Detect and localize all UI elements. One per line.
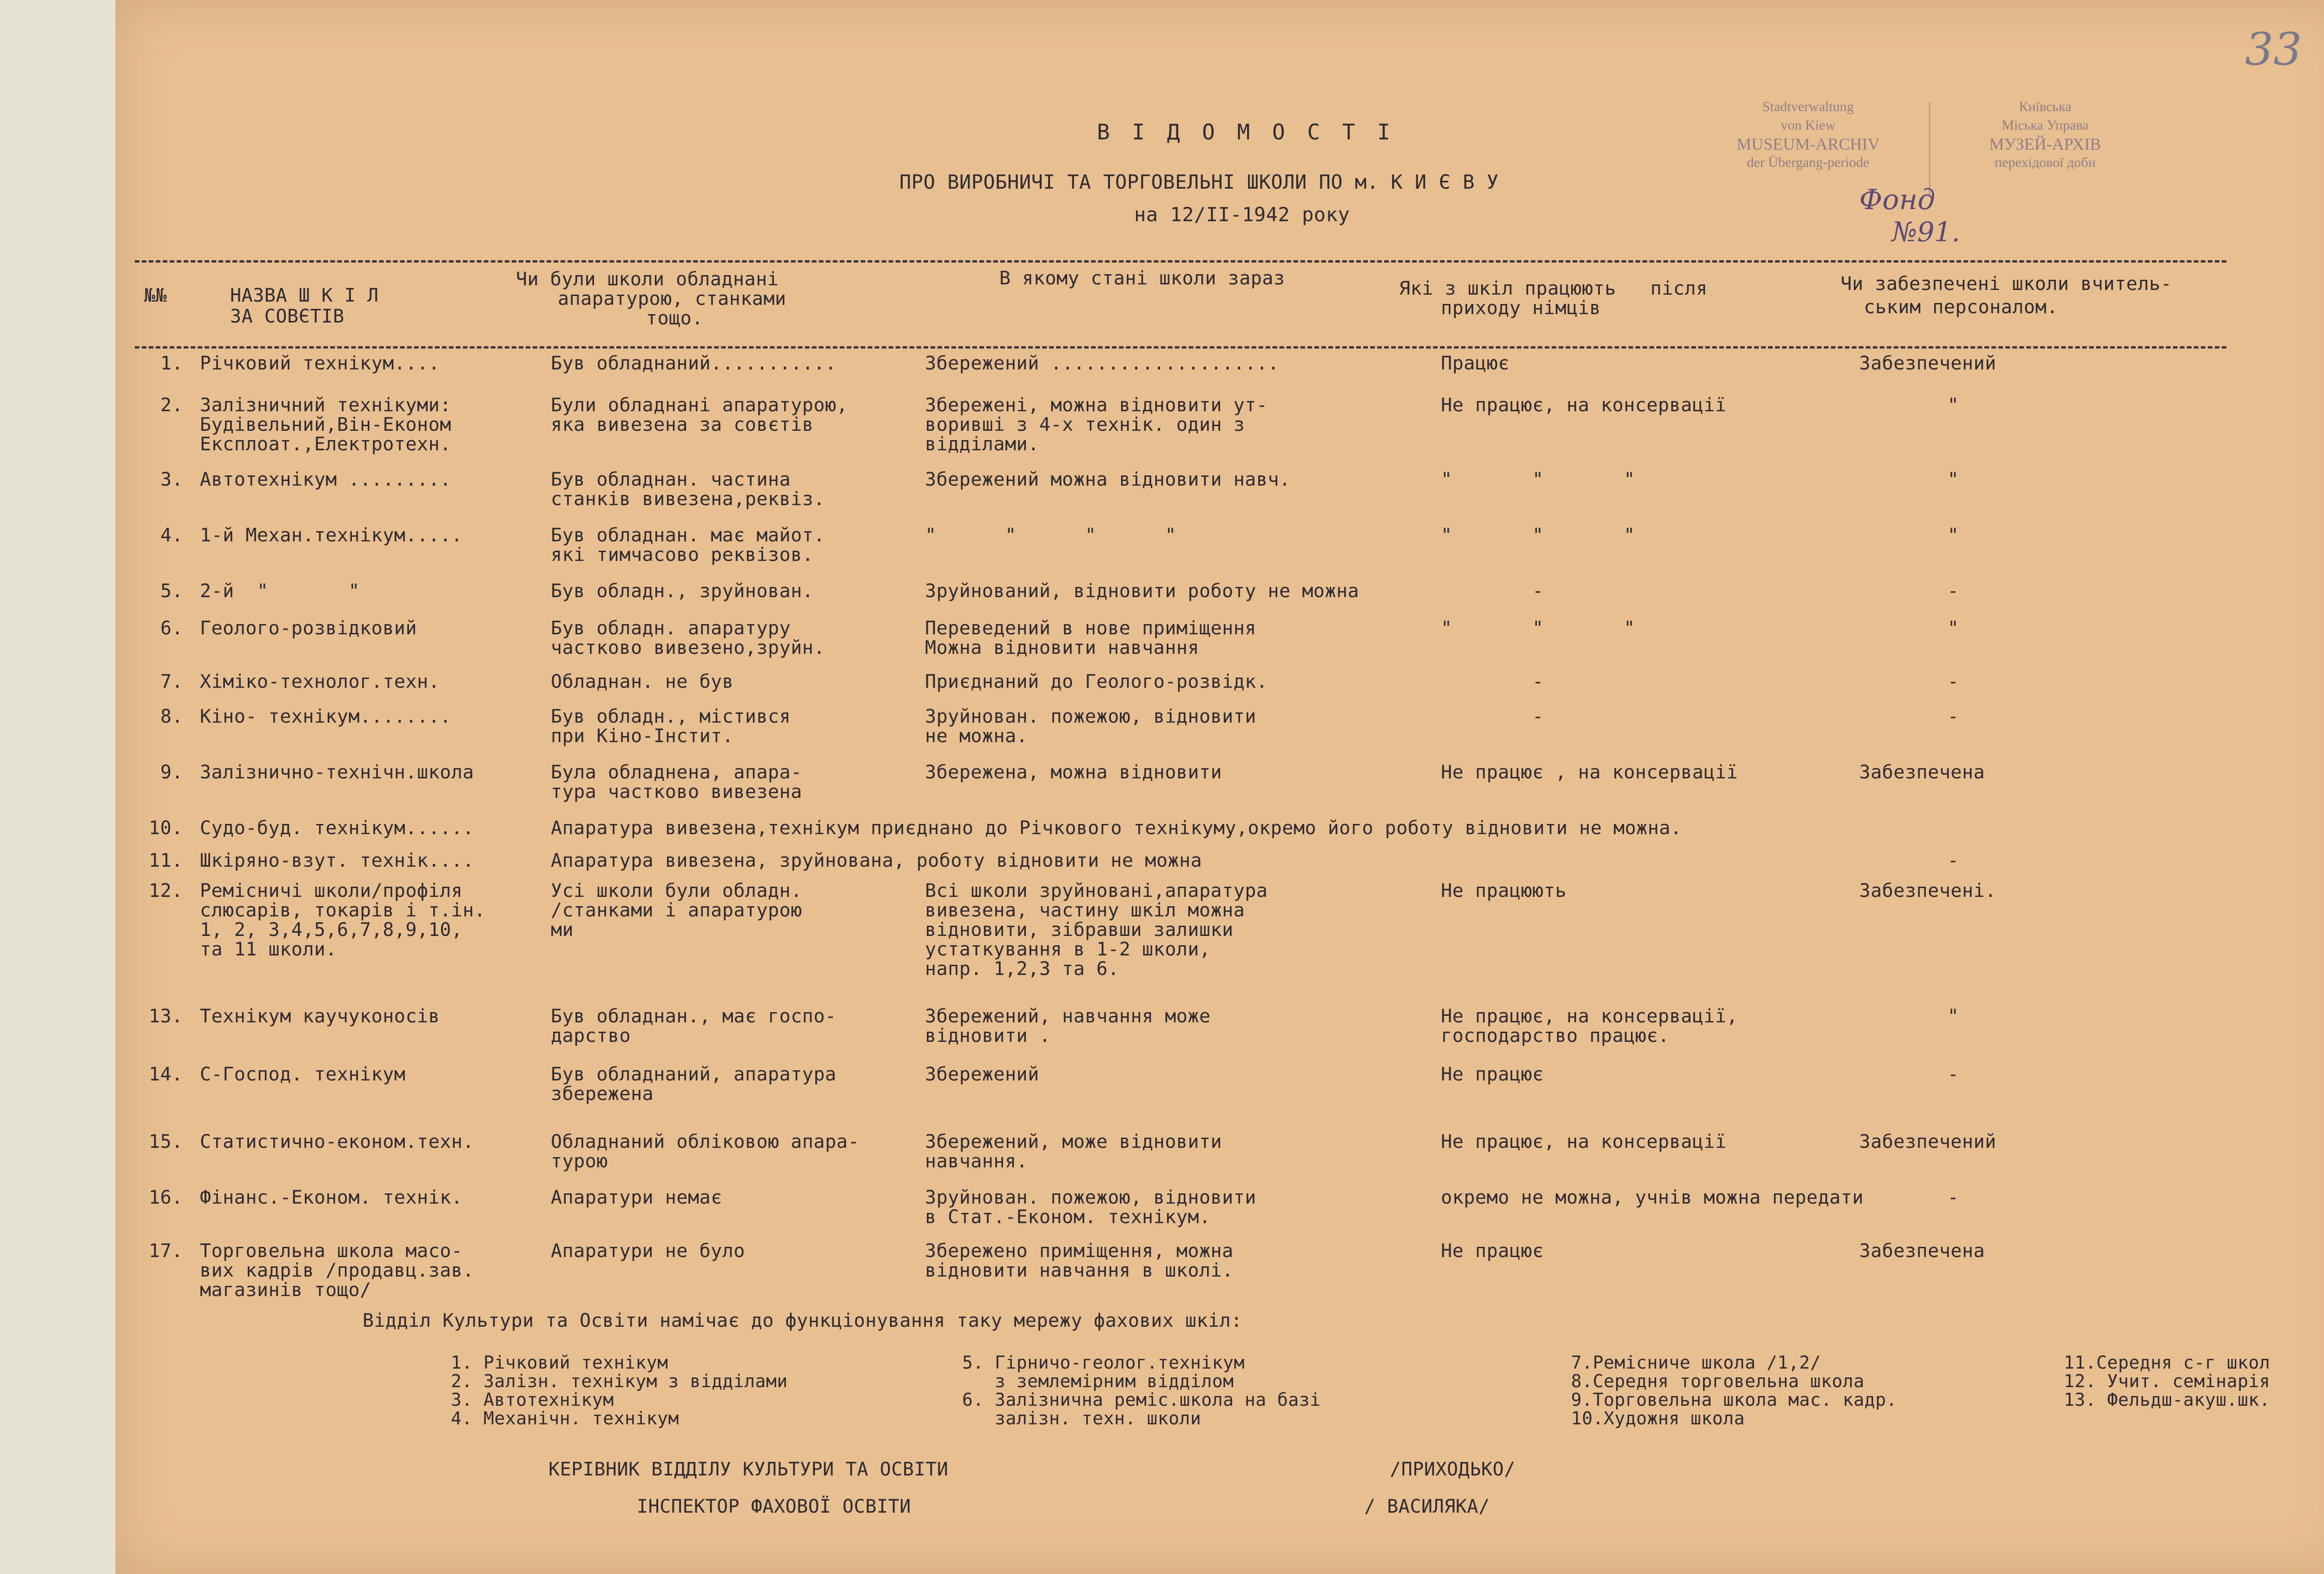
- plan-item: 12. Учит. семінарія: [2064, 1371, 2271, 1391]
- cell-equipped: Був обладн. апаратуру: [551, 618, 791, 639]
- cell-state: відновити навчання в школі.: [925, 1260, 1234, 1281]
- cell-name: Залізнично-технічн.школа: [200, 762, 474, 783]
- cell-state: Приєднаний до Геолого-розвідк.: [925, 671, 1268, 692]
- cell-state: устаткування в 1-2 школи,: [925, 939, 1211, 960]
- cell-state: відновити, зібравши залишки: [925, 919, 1234, 941]
- cell-working: " " ": [1441, 525, 1635, 546]
- cell-name: Будівельний,Він-Економ: [200, 414, 451, 435]
- cell-state: Збережено приміщення, можна: [925, 1240, 1234, 1262]
- cell-equipped: дарство: [551, 1025, 631, 1047]
- cell-name: вих кадрів /продавц.зав.: [200, 1260, 474, 1281]
- cell-wide-remark: Апаратура вивезена, зруйнована, роботу відновити не можна: [551, 850, 1202, 871]
- cell-working: Не працює, на консервації: [1441, 395, 1727, 416]
- cell-staff: ": [1948, 525, 1959, 546]
- row-number: 3.: [160, 469, 184, 490]
- cell-name: та 11 школи.: [200, 939, 337, 960]
- plan-item: залізн. техн. школи: [962, 1408, 1202, 1429]
- cell-name: Технікум каучуконосів: [200, 1006, 440, 1027]
- cell-staff: Забезпечена: [1859, 1240, 1985, 1262]
- cell-staff: -: [1948, 706, 1959, 727]
- cell-equipped: ми: [551, 919, 574, 941]
- cell-staff: -: [1948, 671, 1959, 692]
- cell-equipped: які тимчасово реквізов.: [551, 544, 814, 566]
- cell-state: воривші з 4-х технік. один з: [925, 414, 1245, 435]
- cell-equipped: Усі школи були обладн.: [551, 880, 802, 902]
- cell-staff: -: [1948, 580, 1959, 602]
- cell-working: Не працює, на консервації: [1441, 1131, 1727, 1153]
- cell-staff: -: [1948, 850, 1959, 871]
- cell-equipped: при Кіно-Інстит.: [551, 725, 734, 747]
- cell-staff: Забезпечений: [1859, 1131, 1996, 1153]
- document-title: В І Д О М О С Т І: [1097, 119, 1395, 145]
- cell-name: Шкіряно-взут. технік....: [200, 850, 474, 871]
- cell-working: -: [1441, 671, 1544, 692]
- cell-state: Збережений, може відновити: [925, 1131, 1222, 1153]
- col-header-working-1: Які з шкіл працюють після: [1399, 278, 1708, 299]
- cell-state: Збережений, навчання може: [925, 1006, 1211, 1027]
- cell-name: С-Господ. технікум: [200, 1064, 406, 1085]
- cell-equipped: Був обладн., зруйнован.: [551, 580, 814, 602]
- col-header-equipped-2: апаратурою, станками: [558, 288, 786, 310]
- cell-equipped: Був обладнан. частина: [551, 469, 791, 490]
- page-number: 33: [2245, 23, 2302, 75]
- signature-name-head: /ПРИХОДЬКО/: [1390, 1459, 1516, 1480]
- cell-state: вивезена, частину шкіл можна: [925, 900, 1245, 921]
- cell-equipped: Був обладн., містився: [551, 706, 791, 727]
- cell-name: магазинів тощо/: [200, 1279, 371, 1301]
- plan-intro: Відділ Культури та Освіти намічає до функціонування таку мережу фахових шкіл:: [363, 1310, 1242, 1331]
- cell-equipped: станків вивезена,реквіз.: [551, 488, 825, 510]
- cell-equipped: Обладнан. не був: [551, 671, 734, 692]
- stamp-divider: [1929, 102, 1930, 195]
- cell-wide-remark: Апаратура вивезена,технікум приєднано до Річкового технікуму,окремо його роботу відновити не можна.: [551, 817, 1682, 839]
- plan-item: 4. Механічн. технікум: [451, 1408, 679, 1429]
- cell-name: 1-й Механ.технікум.....: [200, 525, 463, 546]
- cell-working: Не працює , на консервації: [1441, 762, 1738, 783]
- cell-name: Автотехнікум .........: [200, 469, 451, 490]
- cell-equipped: Апаратури не було: [551, 1240, 745, 1262]
- cell-name: Ремісничі школи/профіля: [200, 880, 463, 902]
- cell-working: " " ": [1441, 618, 1635, 639]
- cell-state: Всі школи зруйновані,апаратура: [925, 880, 1268, 902]
- plan-item: 11.Середня с-г школ: [2064, 1352, 2271, 1373]
- cell-name: Судо-буд. технікум......: [200, 817, 474, 839]
- cell-staff: Забезпечена: [1859, 762, 1985, 783]
- cell-working: окремо не можна, учнів можна передати: [1441, 1187, 1864, 1208]
- cell-working: -: [1441, 580, 1544, 602]
- cell-state: Переведений в нове приміщення: [925, 618, 1256, 639]
- cell-state: " " " ": [925, 525, 1176, 546]
- cell-state: в Стат.-Економ. технікум.: [925, 1206, 1211, 1228]
- cell-equipped: яка вивезена за совєтів: [551, 414, 814, 435]
- col-header-equipped-3: тощо.: [646, 308, 703, 329]
- cell-equipped: Був обладнан. має майот.: [551, 525, 825, 546]
- row-number: 13.: [149, 1006, 183, 1027]
- cell-name: 2-й " ": [200, 580, 360, 602]
- document-subtitle: ПРО ВИРОБНИЧІ ТА ТОРГОВЕЛЬНІ ШКОЛИ ПО м. К И Є В У: [899, 171, 1499, 193]
- row-number: 12.: [149, 880, 183, 902]
- row-number: 2.: [160, 395, 184, 416]
- signature-role-head: КЕРІВНИК ВІДДІЛУ КУЛЬТУРИ ТА ОСВІТИ: [548, 1459, 949, 1480]
- cell-equipped: Були обладнані апаратурою,: [551, 395, 848, 416]
- cell-working: -: [1441, 706, 1544, 727]
- handwritten-fond-number: №91.: [1892, 216, 1961, 248]
- cell-equipped: Апаратури немає: [551, 1187, 722, 1208]
- plan-item: 6. Залізнична реміс.школа на базі: [962, 1390, 1321, 1410]
- cell-state: Зруйнований, відновити роботу не можна: [925, 580, 1360, 602]
- col-header-name-2: ЗА СОВЄТІВ: [230, 306, 344, 327]
- plan-item: 3. Автотехнікум: [451, 1390, 614, 1410]
- cell-working: " " ": [1441, 469, 1635, 490]
- cell-name: Залізничний технікуми:: [200, 395, 451, 416]
- cell-state: не можна.: [925, 725, 1028, 747]
- cell-state: відновити .: [925, 1025, 1051, 1047]
- cell-name: Геолого-розвідковий: [200, 618, 417, 639]
- row-number: 11.: [149, 850, 183, 871]
- row-number: 7.: [160, 671, 184, 692]
- row-number: 5.: [160, 580, 184, 602]
- plan-item: 9.Торговельна школа мас. кадр.: [1571, 1390, 1897, 1410]
- col-header-state: В якому стані школи зараз: [999, 268, 1285, 289]
- cell-name: Кіно- технікум........: [200, 706, 451, 727]
- row-number: 9.: [160, 762, 184, 783]
- row-number: 1.: [160, 353, 184, 374]
- cell-staff: ": [1948, 469, 1959, 490]
- cell-equipped: Був обладнан., має госпо-: [551, 1006, 837, 1027]
- col-header-working-2: приходу німців: [1441, 297, 1601, 319]
- handwritten-fond: Фонд: [1859, 184, 1935, 216]
- cell-working: Не працює: [1441, 1064, 1544, 1085]
- cell-state: Зруйнован. пожежою, відновити: [925, 706, 1256, 727]
- cell-state: Збережений ....................: [925, 353, 1280, 374]
- plan-item: 13. Фельдш-акуш.шк.: [2064, 1390, 2271, 1410]
- cell-equipped: Була обладнена, апара-: [551, 762, 802, 783]
- cell-state: Збережений можна відновити навч.: [925, 469, 1291, 490]
- cell-working: Не працює, на консервації,: [1441, 1006, 1738, 1027]
- col-header-staff-1: Чи забезпечені школи вчитель-: [1841, 273, 2172, 295]
- document-sheet: [115, 0, 2324, 1574]
- cell-staff: ": [1948, 395, 1959, 416]
- header-bottom-rule: [135, 346, 2226, 349]
- cell-equipped: Був обладнаний, апаратура: [551, 1064, 837, 1085]
- row-number: 10.: [149, 817, 183, 839]
- plan-item: 1. Річковий технікум: [451, 1352, 668, 1373]
- cell-working: господарство працює.: [1441, 1025, 1670, 1047]
- row-number: 6.: [160, 618, 184, 639]
- signature-name-inspector: / ВАСИЛЯКА/: [1364, 1496, 1490, 1517]
- cell-state: напр. 1,2,3 та 6.: [925, 958, 1119, 980]
- col-header-equipped-1: Чи були школи обладнані: [516, 269, 779, 290]
- row-number: 14.: [149, 1064, 183, 1085]
- plan-item: 8.Середня торговельна школа: [1571, 1371, 1865, 1391]
- cell-staff: ": [1948, 1006, 1959, 1027]
- cell-name: Статистично-економ.техн.: [200, 1131, 474, 1153]
- col-header-num: №№: [144, 285, 167, 306]
- cell-name: слюсарів, токарів і т.ін.: [200, 900, 486, 921]
- cell-state: навчання.: [925, 1151, 1028, 1172]
- signature-role-inspector: ІНСПЕКТОР ФАХОВОЇ ОСВІТИ: [637, 1496, 911, 1517]
- document-date: на 12/ІІ-1942 року: [1134, 203, 1350, 226]
- col-header-staff-2: ським персоналом.: [1864, 296, 2058, 318]
- cell-name: Експлоат.,Електротехн.: [200, 434, 451, 455]
- cell-staff: Забезпечений: [1859, 353, 1996, 374]
- cell-state: Збережена, можна відновити: [925, 762, 1222, 783]
- plan-item: 5. Гірничо-геолог.технікум: [962, 1352, 1245, 1373]
- archive-stamp-left: Stadtverwaltung von Kiew MUSEUM-ARCHIV der Übergang-periode: [1736, 99, 1880, 170]
- cell-equipped: /станками і апаратурою: [551, 900, 802, 921]
- cell-equipped: турою: [551, 1151, 608, 1172]
- cell-name: Торговельна школа масо-: [200, 1240, 463, 1262]
- cell-equipped: частково вивезено,зруйн.: [551, 637, 825, 659]
- row-number: 4.: [160, 525, 184, 546]
- cell-staff: -: [1948, 1187, 1959, 1208]
- cell-state: Можна відновити навчання: [925, 637, 1199, 659]
- plan-item: 2. Залізн. технікум з відділами: [451, 1371, 788, 1391]
- cell-name: 1, 2, 3,4,5,6,7,8,9,10,: [200, 919, 463, 941]
- row-number: 15.: [149, 1131, 183, 1153]
- header-top-rule: [135, 260, 2226, 263]
- cell-working: Працює: [1441, 353, 1510, 374]
- cell-equipped: збережена: [551, 1083, 654, 1105]
- cell-staff: ": [1948, 618, 1959, 639]
- cell-working: Не працює: [1441, 1240, 1544, 1262]
- cell-equipped: Обладнаний обліковою апара-: [551, 1131, 859, 1153]
- cell-working: Не працюють: [1441, 880, 1567, 902]
- archive-stamp-right: Київська Міська Управа МУЗЕЙ-АРХІВ перехідової доби: [1989, 99, 2101, 170]
- cell-staff: -: [1948, 1064, 1959, 1085]
- cell-staff: Забезпечені.: [1859, 880, 1996, 902]
- cell-equipped: тура частково вивезена: [551, 781, 802, 803]
- cell-state: Збережений: [925, 1064, 1039, 1085]
- row-number: 8.: [160, 706, 184, 727]
- plan-item: 7.Ремісниче школа /1,2/: [1571, 1352, 1821, 1373]
- row-number: 16.: [149, 1187, 183, 1208]
- row-number: 17.: [149, 1240, 183, 1262]
- cell-name: Фінанс.-Економ. технік.: [200, 1187, 463, 1208]
- plan-item: 10.Художня школа: [1571, 1408, 1745, 1429]
- cell-name: Хіміко-технолог.техн.: [200, 671, 440, 692]
- cell-equipped: Був обладнаний...........: [551, 353, 837, 374]
- cell-state: Зруйнован. пожежою, відновити: [925, 1187, 1256, 1208]
- cell-name: Річковий технікум....: [200, 353, 440, 374]
- col-header-name-1: НАЗВА Ш К І Л: [230, 285, 379, 306]
- cell-state: відділами.: [925, 434, 1039, 455]
- plan-item: з землемірним відділом: [962, 1371, 1234, 1391]
- cell-state: Збережені, можна відновити ут-: [925, 395, 1268, 416]
